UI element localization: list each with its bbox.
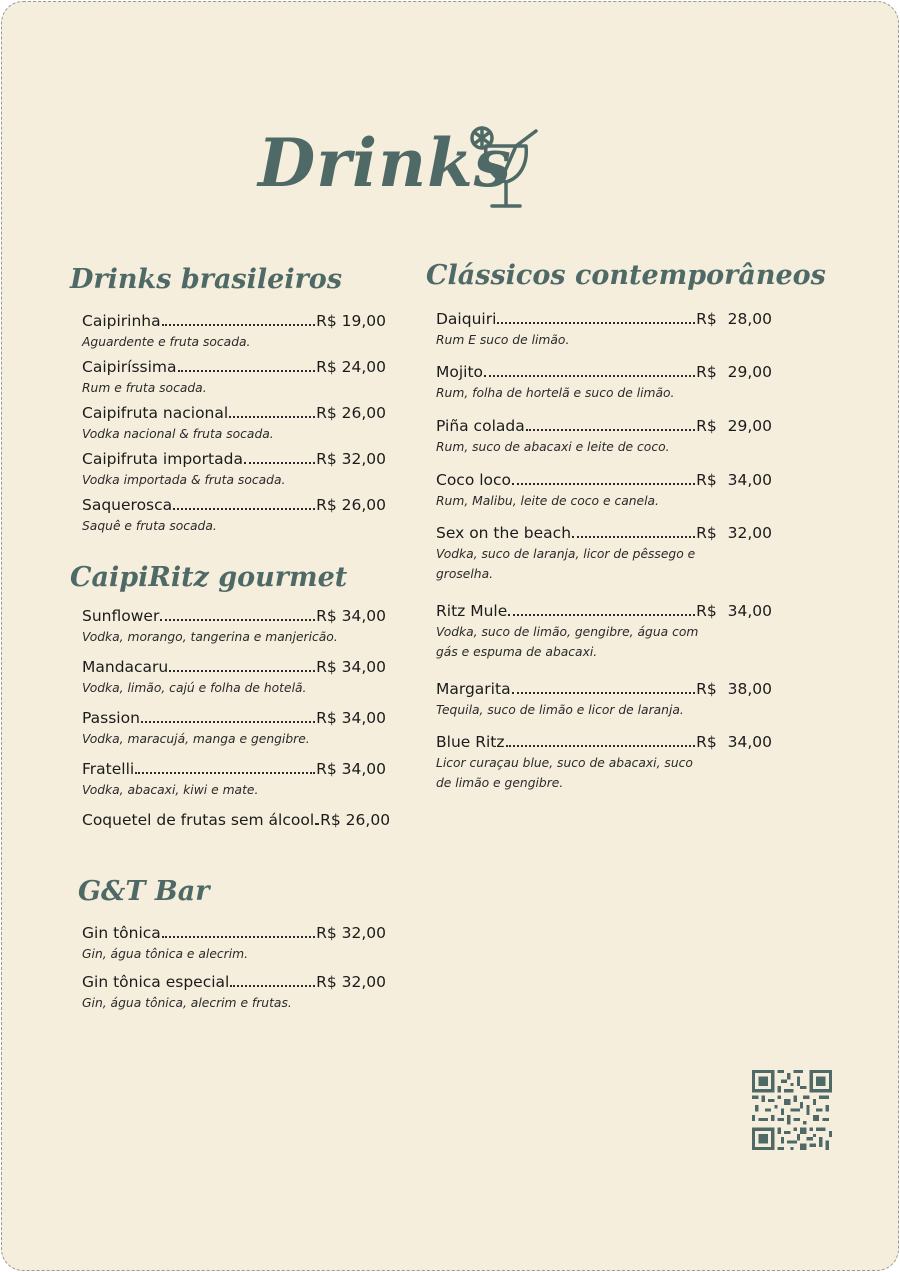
dot-leader xyxy=(178,370,316,372)
item-price: R$ 29,00 xyxy=(696,363,772,381)
item-description: Vodka, suco de laranja, licor de pêssego e groselha. xyxy=(436,547,696,581)
item-price: R$ 19,00 xyxy=(316,312,386,330)
item-name: Caipifruta nacional xyxy=(82,404,229,422)
item-name: Mojito xyxy=(436,363,484,381)
item-price: R$ 38,00 xyxy=(696,680,772,698)
item-description: Vodka importada & fruta socada. xyxy=(82,473,286,487)
item-price: R$ 34,00 xyxy=(696,733,772,751)
item-price: R$ 34,00 xyxy=(316,607,386,625)
dot-leader xyxy=(526,429,695,431)
item-description: Rum, folha de hortelã e suco de limão. xyxy=(436,386,675,400)
item-description: Vodka, limão, cajú e folha de hotelã. xyxy=(82,681,307,695)
item-description: Tequila, suco de limão e licor de laranja. xyxy=(436,703,684,717)
dot-leader xyxy=(512,483,695,485)
menu-item xyxy=(82,450,386,490)
dot-leader xyxy=(162,936,315,938)
menu-item xyxy=(436,602,772,662)
menu-item xyxy=(436,524,772,584)
dot-leader xyxy=(508,614,695,616)
item-price: R$ 32,00 xyxy=(696,524,772,542)
item-name: Sunflower xyxy=(82,607,160,625)
item-description: Saquê e fruta socada. xyxy=(82,519,217,533)
menu-item xyxy=(82,658,386,698)
menu-item xyxy=(436,471,772,511)
dot-leader xyxy=(135,772,315,774)
dot-leader xyxy=(484,375,695,377)
item-name: Fratelli xyxy=(82,760,135,778)
menu-item xyxy=(436,310,772,350)
cocktail-glass-icon xyxy=(466,126,538,212)
item-name: Blue Ritz xyxy=(436,733,505,751)
item-name: Daiquiri xyxy=(436,310,497,328)
dot-leader xyxy=(315,823,319,825)
item-description: Rum e fruta socada. xyxy=(82,381,207,395)
item-price: R$ 28,00 xyxy=(696,310,772,328)
dot-leader xyxy=(497,322,695,324)
item-name: Saquerosca xyxy=(82,496,173,514)
item-description: Vodka nacional & fruta socada. xyxy=(82,427,274,441)
section-title-caipiritz-gourmet: CaipiRitz gourmet xyxy=(70,562,348,593)
item-name: Sex on the beach xyxy=(436,524,572,542)
item-description: Vodka, suco de limão, gengibre, água com gás e espuma de abacaxi. xyxy=(436,625,699,659)
item-name: Coquetel de frutas sem álcool xyxy=(82,811,315,829)
item-description: Gin, água tônica, alecrim e frutas. xyxy=(82,996,292,1010)
menu-item xyxy=(82,811,391,829)
menu-item xyxy=(82,496,386,536)
dot-leader xyxy=(162,324,315,326)
item-price: R$ 26,00 xyxy=(320,811,391,829)
dot-leader xyxy=(230,985,315,987)
item-name: Passion xyxy=(82,709,140,727)
menu-item xyxy=(82,973,386,1013)
item-description: Vodka, morango, tangerina e manjericão. xyxy=(82,630,338,644)
item-name: Ritz Mule xyxy=(436,602,508,620)
qr-code-icon xyxy=(752,1070,832,1150)
menu-item xyxy=(82,607,386,647)
dot-leader xyxy=(160,619,315,621)
item-description: Vodka, abacaxi, kiwi e mate. xyxy=(82,783,259,797)
menu-item xyxy=(82,404,386,444)
item-description: Licor curaçau blue, suco de abacaxi, suco de limão e gengibre. xyxy=(436,756,693,790)
item-price: R$ 26,00 xyxy=(316,404,386,422)
item-name: Caipiríssima xyxy=(82,358,177,376)
item-price: R$ 29,00 xyxy=(696,417,772,435)
item-price: R$ 34,00 xyxy=(316,709,386,727)
item-price: R$ 32,00 xyxy=(316,450,386,468)
menu-item xyxy=(436,733,772,793)
item-description: Gin, água tônica e alecrim. xyxy=(82,947,249,961)
item-description: Rum E suco de limão. xyxy=(436,333,570,347)
section-title-gt-bar: G&T Bar xyxy=(78,876,210,907)
item-description: Rum, suco de abacaxi e leite de coco. xyxy=(436,440,670,454)
item-price: R$ 34,00 xyxy=(696,471,772,489)
menu-item xyxy=(436,363,772,403)
menu-item xyxy=(436,417,772,457)
item-name: Caipifruta importada xyxy=(82,450,243,468)
item-price: R$ 26,00 xyxy=(316,496,386,514)
item-description: Vodka, maracujá, manga e gengibre. xyxy=(82,732,310,746)
item-price: R$ 24,00 xyxy=(316,358,386,376)
item-name: Mandacaru xyxy=(82,658,169,676)
menu-page xyxy=(1,1,899,1271)
item-name: Gin tônica especial xyxy=(82,973,230,991)
dot-leader xyxy=(173,508,315,510)
section-title-classicos-contemporaneos: Clássicos contemporâneos xyxy=(426,260,826,291)
page-title: Drinks xyxy=(258,124,512,202)
section-title-drinks-brasileiros: Drinks brasileiros xyxy=(70,264,343,295)
item-name: Margarita xyxy=(436,680,511,698)
item-name: Gin tônica xyxy=(82,924,161,942)
item-price: R$ 32,00 xyxy=(316,924,386,942)
menu-item xyxy=(82,709,386,749)
item-price: R$ 34,00 xyxy=(696,602,772,620)
menu-item xyxy=(82,924,386,964)
item-description: Rum, Malibu, leite de coco e canela. xyxy=(436,494,659,508)
dot-leader xyxy=(572,536,695,538)
dot-leader xyxy=(506,745,696,747)
item-name: Piña colada xyxy=(436,417,525,435)
dot-leader xyxy=(512,692,695,694)
item-price: R$ 34,00 xyxy=(316,760,386,778)
item-name: Caipirinha xyxy=(82,312,161,330)
item-price: R$ 32,00 xyxy=(316,973,386,991)
dot-leader xyxy=(244,462,315,464)
dot-leader xyxy=(169,670,315,672)
menu-item xyxy=(82,760,386,800)
item-price: R$ 34,00 xyxy=(316,658,386,676)
dot-leader xyxy=(141,721,315,723)
menu-item xyxy=(436,680,772,720)
menu-item xyxy=(82,312,386,352)
item-description: Aguardente e fruta socada. xyxy=(82,335,251,349)
menu-item xyxy=(82,358,386,398)
item-name: Coco loco xyxy=(436,471,512,489)
dot-leader xyxy=(229,416,315,418)
